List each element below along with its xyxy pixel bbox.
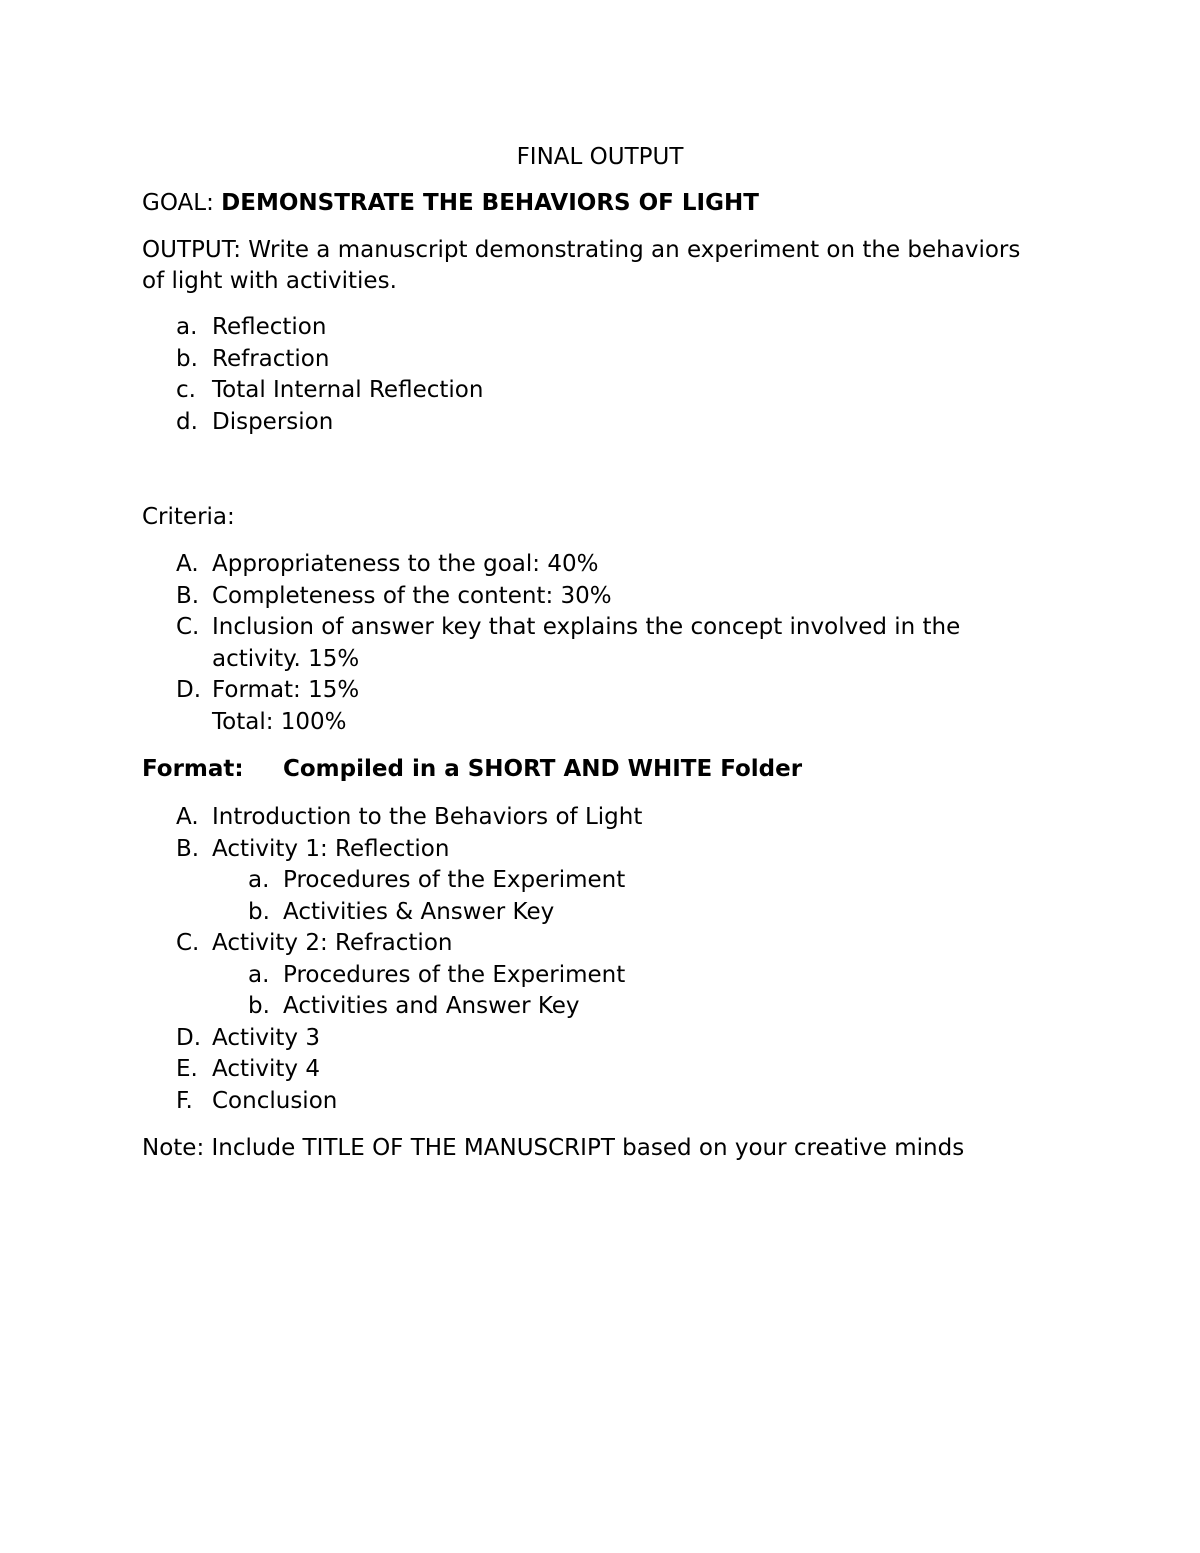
list-item [142, 1086, 1062, 1118]
list-item [142, 344, 1062, 376]
list-item [142, 375, 1062, 407]
list-item [142, 612, 1062, 675]
list-marker: C. [176, 930, 200, 956]
list-marker: C. [176, 614, 200, 640]
criteria-heading: Criteria: [142, 504, 235, 530]
list-item-text: Introduction to the Behaviors of Light [212, 804, 643, 830]
list-item [142, 802, 1062, 834]
format-list [142, 802, 1062, 1117]
output-line-2: of light with activities. [142, 268, 397, 294]
list-marker: A. [176, 551, 199, 577]
list-item [142, 407, 1062, 439]
format-label: Format: [142, 756, 244, 782]
criteria-list [142, 549, 1062, 738]
sub-list-item [142, 865, 1062, 897]
list-item-text: Refraction [212, 345, 330, 372]
list-item [142, 928, 1062, 960]
sub-list-item [142, 960, 1062, 992]
list-marker: a. [176, 314, 198, 340]
list-item-text: Appropriateness to the goal: 40% [212, 551, 599, 577]
list-item-text-continued: activity. 15% [212, 645, 360, 672]
list-item-text: Activities & Answer Key [283, 898, 555, 925]
list-item-text: Conclusion [212, 1087, 338, 1114]
sub-list-item [142, 991, 1062, 1023]
goal-text: DEMONSTRATE THE BEHAVIORS OF LIGHT [221, 190, 759, 216]
list-item-text: Reflection [212, 314, 327, 340]
list-marker: A. [176, 804, 199, 830]
list-item-text: Completeness of the content: 30% [212, 582, 612, 609]
list-item-text: Activity 1: Reflection [212, 835, 450, 862]
list-item [142, 581, 1062, 613]
format-line [142, 754, 1062, 785]
list-marker: E. [176, 1056, 198, 1082]
goal-label: GOAL: [142, 190, 222, 216]
goal-line [142, 188, 1062, 219]
output-line-1: OUTPUT: Write a manuscript demonstrating an experiment on the behaviors [142, 237, 1021, 263]
list-marker: D. [176, 1024, 202, 1051]
list-marker: b. [248, 898, 270, 925]
list-item [142, 834, 1062, 866]
list-marker: F. [176, 1087, 193, 1114]
note-line: Note: Include TITLE OF THE MANUSCRIPT based on your creative minds [142, 1135, 965, 1161]
list-marker: b. [248, 993, 270, 1019]
list-marker: d. [176, 408, 198, 435]
list-item-text: Procedures of the Experiment [283, 867, 626, 893]
list-marker: a. [248, 961, 270, 988]
list-marker: a. [248, 867, 270, 893]
list-item [142, 549, 1062, 581]
list-item-text: Format: 15% [212, 677, 360, 703]
list-item-text: Total Internal Reflection [212, 377, 484, 403]
format-text: Compiled in a SHORT AND WHITE Folder [283, 756, 803, 782]
list-item-text: Activity 4 [212, 1056, 320, 1082]
list-marker: c. [176, 377, 196, 403]
list-marker: b. [176, 345, 198, 372]
list-item-text: Activity 2: Refraction [212, 930, 453, 956]
list-marker: B. [176, 835, 200, 862]
list-item-text: Dispersion [212, 408, 334, 435]
list-marker: B. [176, 582, 200, 609]
list-item-text: Inclusion of answer key that explains the concept involved in the [212, 614, 961, 640]
output-paragraph [142, 235, 1062, 297]
sub-list-item [142, 897, 1062, 929]
behaviors-list [142, 312, 1062, 438]
list-item-text: Activity 3 [212, 1024, 320, 1051]
list-item [142, 1054, 1062, 1086]
list-item-text: Activities and Answer Key [283, 993, 580, 1019]
criteria-total: Total: 100% [212, 708, 347, 735]
list-item [142, 1023, 1062, 1055]
document-title: FINAL OUTPUT [516, 144, 684, 170]
list-item [142, 312, 1062, 344]
list-item [142, 675, 1062, 738]
list-item-text: Procedures of the Experiment [283, 961, 626, 988]
list-marker: D. [176, 677, 202, 703]
